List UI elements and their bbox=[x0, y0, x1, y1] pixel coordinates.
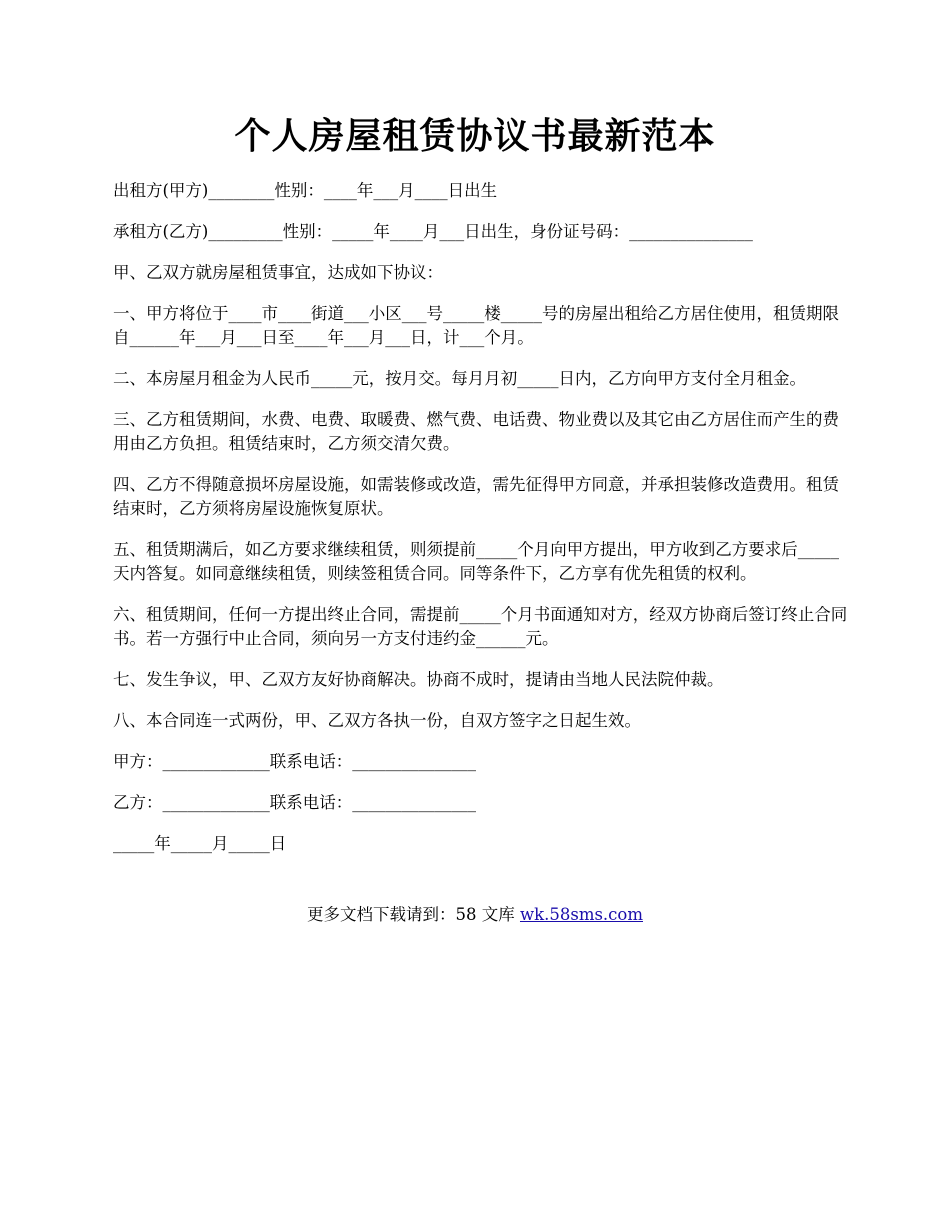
footer bbox=[0, 903, 950, 927]
clause-2: 二、本房屋月租金为人民币_____元，按月交。每月月初_____日内，乙方向甲方支付全月租金。 bbox=[113, 369, 806, 388]
clause-5: 五、租赁期满后，如乙方要求继续租赁，则须提前_____个月向甲方提出，甲方收到乙方要求后_____天内答复。如同意继续租赁，则续签租赁合同。同等条件下，乙方享有优先租赁的权利。 bbox=[113, 540, 839, 583]
signing-date: _____年_____月_____日 bbox=[113, 834, 287, 853]
footer-text: 更多文档下载请到：58 文库 bbox=[306, 905, 520, 924]
clause-4: 四、乙方不得随意损坏房屋设施，如需装修或改造，需先征得甲方同意，并承担装修改造费用。租赁结束时，乙方须将房屋设施恢复原状。 bbox=[113, 475, 839, 518]
clause-8: 八、本合同连一式两份，甲、乙双方各执一份，自双方签字之日起生效。 bbox=[113, 711, 641, 730]
clause-1: 一、甲方将位于____市____街道___小区___号_____楼_____号的房屋出租给乙方居住使用，租赁期限自______年___月___日至____年___月___日，计___个月。 bbox=[113, 304, 839, 347]
footer-link[interactable]: wk.58sms.com bbox=[519, 905, 643, 924]
document-body bbox=[113, 179, 853, 873]
clause-6: 六、租赁期间，任何一方提出终止合同，需提前_____个月书面通知对方，经双方协商后签订终止合同书。若一方强行中止合同，须向另一方支付违约金______元。 bbox=[113, 605, 848, 648]
agreement-intro: 甲、乙双方就房屋租赁事宜，达成如下协议： bbox=[113, 263, 443, 282]
clause-3: 三、乙方租赁期间，水费、电费、取暖费、燃气费、电话费、物业费以及其它由乙方居住而产生的费用由乙方负担。租赁结束时，乙方须交清欠费。 bbox=[113, 410, 839, 453]
lessor-info: 出租方(甲方)________性别：____年___月____日出生 bbox=[113, 181, 498, 200]
page-title: 个人房屋租赁协议书最新范本 bbox=[234, 115, 716, 157]
party-b-signature: 乙方：_____________联系电话：_______________ bbox=[113, 793, 476, 812]
clause-7: 七、发生争议，甲、乙双方友好协商解决。协商不成时，提请由当地人民法院仲裁。 bbox=[113, 670, 724, 689]
party-a-signature: 甲方：_____________联系电话：_______________ bbox=[113, 752, 476, 771]
lessee-info: 承租方(乙方)_________性别：_____年____月___日出生，身份证号码：_______________ bbox=[113, 222, 753, 241]
